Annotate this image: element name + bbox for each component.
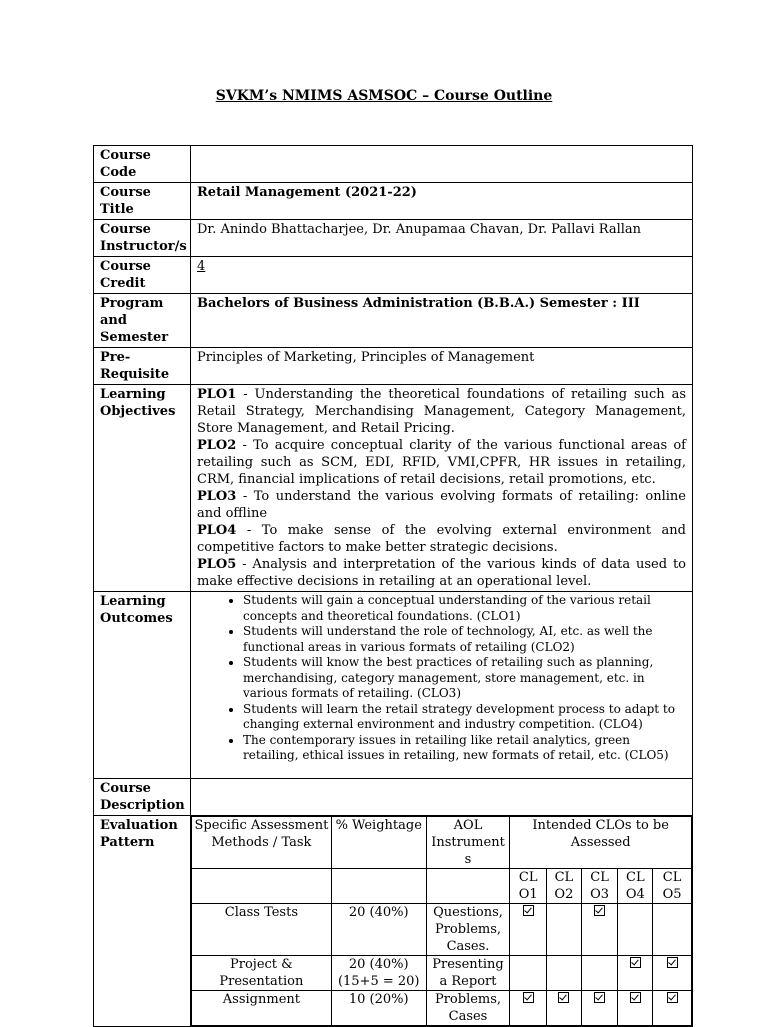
value-program: Bachelors of Business Administration (B.B.A.) Semester : III	[191, 294, 693, 348]
clo-check-cell	[653, 955, 692, 990]
header-weightage: % Weightage	[331, 816, 426, 868]
clo-label-1: CL O1	[510, 868, 547, 903]
value-course-code	[191, 146, 693, 183]
eval-aol: Presenting a Report	[426, 955, 510, 990]
checkbox-checked-icon	[594, 992, 605, 1003]
value-course-description	[191, 778, 693, 815]
clo-check-cell	[618, 903, 653, 955]
eval-weightage: 20 (40%) (15+5 = 20)	[331, 955, 426, 990]
row-program	[94, 294, 693, 348]
objective-plo4: PLO4 - To make sense of the evolving external environment and competitive factors to make better strategic decisions.	[197, 523, 686, 555]
objective-plo2: PLO2 - To acquire conceptual clarity of the various functional areas of retailing such as SCM, EDI, RFID, VMI,CPFR, HR issues in retailing, CRM, financial implications of retail decisions, retail promotions, etc.	[197, 438, 686, 487]
clo-check-cell	[510, 955, 547, 990]
evaluation-table	[191, 816, 692, 1026]
objective-plo1: PLO1 - Understanding the theoretical foundations of retailing such as Retail Strategy, Merchandising Management, Category Management, Store Management, and Retail Pricing.	[197, 387, 686, 436]
eval-method: Class Tests	[192, 903, 332, 955]
eval-weightage: 20 (40%)	[331, 903, 426, 955]
eval-row-assignment	[192, 990, 692, 1025]
row-course-description	[94, 778, 693, 815]
clo-label-5: CL O5	[653, 868, 692, 903]
row-credit	[94, 257, 693, 294]
header-clos: Intended CLOs to be Assessed	[510, 816, 692, 868]
eval-aol: Questions, Problems, Cases.	[426, 903, 510, 955]
label-learning-outcomes: Learning Outcomes	[94, 592, 191, 779]
clo-check-cell	[581, 955, 618, 990]
objective-plo3: PLO3 - To understand the various evolving formats of retailing: online and offline	[197, 489, 686, 521]
label-credit: Course Credit	[94, 257, 191, 294]
eval-row-class-tests	[192, 903, 692, 955]
clo-label-3: CL O3	[581, 868, 618, 903]
evaluation-cell	[191, 815, 693, 1026]
row-prerequisite	[94, 348, 693, 385]
clo-check-cell	[547, 903, 582, 955]
eval-clo-label-row	[192, 868, 692, 903]
clo-label-blank	[331, 868, 426, 903]
label-course-description: Course Description	[94, 778, 191, 815]
checkbox-checked-icon	[630, 992, 641, 1003]
clo-label-blank	[192, 868, 332, 903]
course-outline-table	[93, 145, 693, 1027]
label-course-code: Course Code	[94, 146, 191, 183]
clo-check-cell	[618, 990, 653, 1025]
objective-plo5: PLO5 - Analysis and interpretation of the various kinds of data used to make effective decisions in retailing at an operational level.	[197, 557, 686, 589]
clo-check-cell	[510, 990, 547, 1025]
checkbox-checked-icon	[594, 905, 605, 916]
checkbox-checked-icon	[630, 957, 641, 968]
label-evaluation: Evaluation Pattern	[94, 815, 191, 1026]
eval-method: Assignment	[192, 990, 332, 1025]
eval-aol: Problems, Cases	[426, 990, 510, 1025]
row-learning-objectives	[94, 385, 693, 592]
outcome-clo1: • Students will gain a conceptual understanding of the various retail concepts and theoretical foundations. (CLO1)	[243, 593, 686, 624]
row-learning-outcomes	[94, 592, 693, 779]
outcome-clo5: • The contemporary issues in retailing like retail analytics, green retailing, ethical issues in retailing, new formats of retail, etc. (CLO5)	[243, 733, 686, 764]
checkbox-checked-icon	[523, 905, 534, 916]
eval-weightage: 10 (20%)	[331, 990, 426, 1025]
outcome-clo3: • Students will know the best practices of retailing such as planning, merchandising, category management, store management, etc. in various formats of retailing. (CLO3)	[243, 655, 686, 702]
value-course-title: Retail Management (2021-22)	[191, 183, 693, 220]
label-course-title: Course Title	[94, 183, 191, 220]
clo-check-cell	[581, 903, 618, 955]
clo-check-cell	[510, 903, 547, 955]
header-aol: AOL Instrument s	[426, 816, 510, 868]
clo-check-cell	[653, 903, 692, 955]
checkbox-checked-icon	[667, 957, 678, 968]
outcome-clo4: • Students will learn the retail strategy development process to adapt to changing external environment and industry competition. (CLO4)	[243, 702, 686, 733]
checkbox-checked-icon	[558, 992, 569, 1003]
clo-check-cell	[547, 990, 582, 1025]
learning-outcomes-list	[197, 593, 686, 764]
checkbox-checked-icon	[667, 992, 678, 1003]
value-credit: 4	[191, 257, 693, 294]
clo-check-cell	[581, 990, 618, 1025]
row-evaluation	[94, 815, 693, 1026]
header-method: Specific Assessment Methods / Task	[192, 816, 332, 868]
learning-outcomes-cell	[191, 592, 693, 779]
document-title: SVKM’s NMIMS ASMSOC – Course Outline	[215, 88, 553, 104]
clo-label-blank	[426, 868, 510, 903]
label-prerequisite: Pre-Requisite	[94, 348, 191, 385]
clo-label-2: CL O2	[547, 868, 582, 903]
clo-label-4: CL O4	[618, 868, 653, 903]
label-program: Program and Semester	[94, 294, 191, 348]
eval-header-row	[192, 816, 692, 868]
clo-check-cell	[547, 955, 582, 990]
clo-check-cell	[653, 990, 692, 1025]
eval-method: Project & Presentation	[192, 955, 332, 990]
label-learning-objectives: Learning Objectives	[94, 385, 191, 592]
checkbox-checked-icon	[523, 992, 534, 1003]
eval-row-project	[192, 955, 692, 990]
clo-check-cell	[618, 955, 653, 990]
value-prerequisite: Principles of Marketing, Principles of Management	[191, 348, 693, 385]
outcome-clo2: • Students will understand the role of technology, AI, etc. as well the functional areas in various formats of retailing (CLO2)	[243, 624, 686, 655]
learning-objectives-list	[191, 385, 693, 592]
row-instructors	[94, 220, 693, 257]
row-course-title	[94, 183, 693, 220]
row-course-code	[94, 146, 693, 183]
value-instructors: Dr. Anindo Bhattacharjee, Dr. Anupamaa Chavan, Dr. Pallavi Rallan	[191, 220, 693, 257]
label-instructors: Course Instructor/s	[94, 220, 191, 257]
